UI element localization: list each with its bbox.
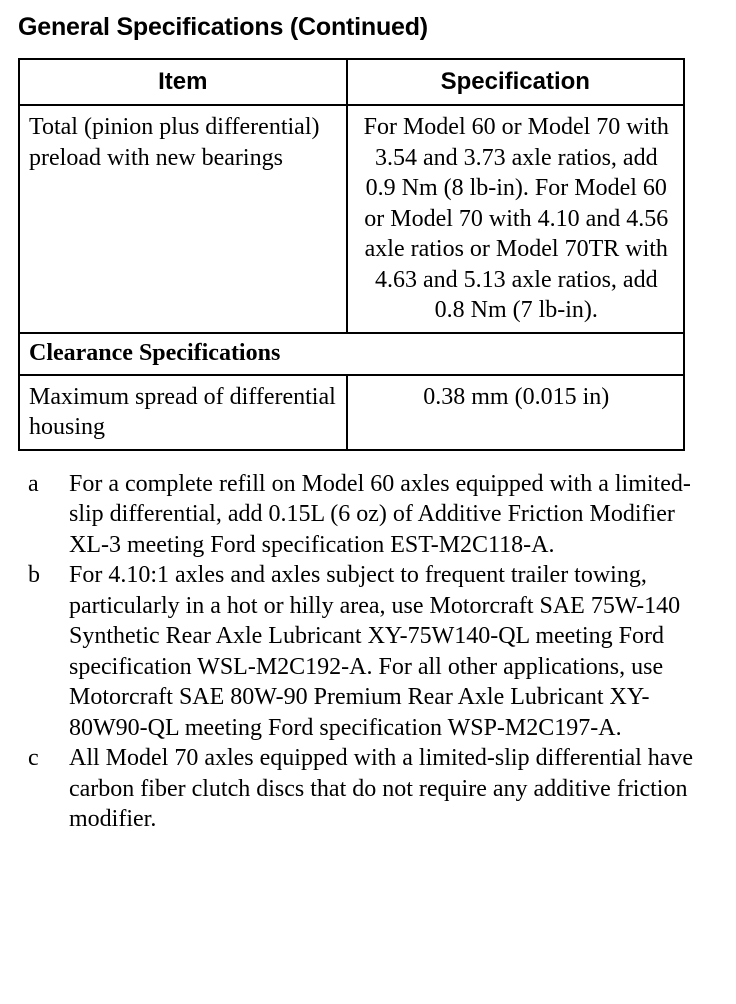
footnote-a — [18, 469, 718, 561]
footnote-letter: b — [28, 562, 40, 588]
footnote-letter: a — [28, 470, 39, 497]
footnote-letter: c — [28, 745, 39, 771]
footnote-text: For a complete refill on Model 60 axles equipped with a limited-slip differential, add 0.15L (6 oz) of Additive Friction Modifier XL-3 meeting Ford specification EST-M2C118-A. — [69, 470, 691, 558]
section-title-clearance: Clearance Specifications — [19, 333, 684, 375]
footnotes — [18, 469, 718, 835]
page-title: General Specifications (Continued) — [18, 13, 428, 41]
table-row — [19, 375, 684, 450]
document-page — [18, 10, 718, 835]
specifications-table — [18, 58, 685, 451]
item-cell: Total (pinion plus differential) preload with new bearings — [19, 105, 347, 333]
section-header-row — [19, 333, 684, 375]
column-header-specification: Specification — [347, 59, 684, 105]
footnote-c — [18, 743, 718, 835]
specification-cell: For Model 60 or Model 70 with 3.54 and 3.73 axle ratios, add 0.9 Nm (8 lb-in). For Model 60 or Model 70 with 4.10 and 4.56 axle ratios or Model 70TR with 4.63 and 5.13 axle ratios, add 0.8 Nm (7 lb-in). — [347, 105, 684, 333]
footnote-b — [18, 560, 718, 743]
table-header-row — [19, 59, 684, 105]
item-cell: Maximum spread of differential housing — [19, 375, 347, 450]
specification-cell: 0.38 mm (0.015 in) — [347, 375, 684, 450]
column-header-item: Item — [19, 59, 347, 105]
footnote-text: All Model 70 axles equipped with a limited-slip differential have carbon fiber clutch discs that do not require any additive friction modifier. — [69, 745, 694, 832]
footnote-text: For 4.10:1 axles and axles subject to frequent trailer towing, particularly in a hot or hilly area, use Motorcraft SAE 75W-140 Synthetic Rear Axle Lubricant XY-75W140-QL meeting Ford specification WSL-M2C192-A. For all other applications, use Motorcraft SAE 80W-90 Premium Rear Axle Lubricant XY-80W90-QL meeting Ford specification WSP-M2C197-A. — [69, 562, 681, 741]
table-row — [19, 105, 684, 333]
